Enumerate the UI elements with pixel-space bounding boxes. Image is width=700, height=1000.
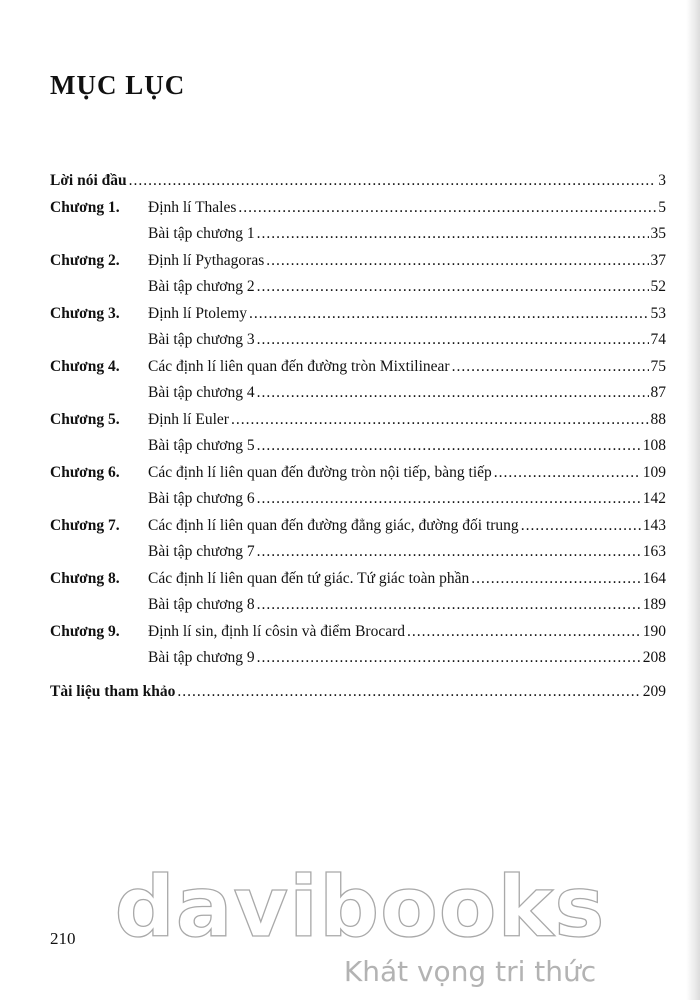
toc-row-chapter[interactable]: [50, 464, 666, 491]
exercise-title: Bài tập chương 9: [148, 649, 255, 666]
toc-page-number: 164: [642, 569, 666, 587]
toc-page-number: 163: [642, 543, 666, 560]
toc-page-number: 108: [642, 437, 666, 454]
chapter-label: Chương 1.: [50, 198, 120, 216]
dot-leader: [257, 490, 641, 508]
toc-row-chapter[interactable]: [50, 358, 666, 385]
dot-leader: [177, 683, 640, 701]
toc-page-number: 190: [642, 622, 666, 640]
chapter-label: Chương 2.: [50, 251, 120, 269]
toc-row-chapter[interactable]: [50, 517, 666, 544]
exercise-title: Bài tập chương 3: [148, 331, 255, 348]
toc-row-exercise[interactable]: [50, 278, 666, 305]
toc-page-number: 143: [642, 516, 666, 534]
exercise-title: Bài tập chương 6: [148, 490, 255, 507]
exercise-title: Bài tập chương 8: [148, 596, 255, 613]
toc-row-preface[interactable]: [50, 172, 666, 199]
chapter-label: Chương 3.: [50, 304, 120, 322]
toc-chapters: [50, 199, 666, 676]
watermark-slogan: Khát vọng tri thức: [343, 955, 597, 988]
chapter-title: Các định lí liên quan đến đường đẳng giác, đường đối trung: [148, 516, 519, 534]
dot-leader: [452, 358, 649, 376]
dot-leader: [257, 225, 649, 243]
toc-page-number: 142: [642, 490, 666, 507]
chapter-title: Định lí Euler: [148, 410, 229, 428]
page-number: 210: [50, 929, 76, 948]
dot-leader: [231, 411, 649, 429]
dot-leader: [471, 570, 640, 588]
dot-leader: [494, 464, 641, 482]
toc-page-number: 209: [642, 682, 666, 700]
dot-leader: [129, 172, 657, 190]
exercise-title: Bài tập chương 1: [148, 225, 255, 242]
dot-leader: [257, 384, 649, 402]
toc-row-chapter[interactable]: [50, 199, 666, 226]
dot-leader: [407, 623, 641, 641]
toc-page-number: 3: [658, 172, 666, 189]
toc-page-number: 189: [642, 596, 666, 613]
table-of-contents: [50, 172, 666, 709]
toc-row-exercise[interactable]: [50, 596, 666, 623]
dot-leader: [257, 437, 641, 455]
toc-page-number: 75: [650, 357, 666, 375]
toc-row-chapter[interactable]: [50, 305, 666, 332]
toc-row-chapter[interactable]: [50, 252, 666, 279]
dot-leader: [238, 199, 656, 217]
toc-row-exercise[interactable]: [50, 649, 666, 676]
chapter-title: Định lí Thales: [148, 198, 237, 216]
chapter-label: Chương 6.: [50, 463, 120, 481]
dot-leader: [257, 649, 641, 667]
toc-page-number: 35: [650, 225, 666, 242]
toc-page-number: 53: [650, 304, 666, 322]
toc-row-exercise[interactable]: [50, 331, 666, 358]
exercise-title: Bài tập chương 7: [148, 543, 255, 560]
exercise-title: Bài tập chương 5: [148, 437, 255, 454]
toc-references-label: Tài liệu tham khảo: [50, 682, 176, 700]
dot-leader: [266, 252, 648, 270]
toc-preface-label: Lời nói đầu: [50, 172, 127, 189]
dot-leader: [521, 517, 641, 535]
exercise-title: Bài tập chương 4: [148, 384, 255, 401]
toc-page-number: 88: [650, 410, 666, 428]
toc-page-number: 109: [642, 463, 666, 481]
toc-page-number: 87: [650, 384, 666, 401]
toc-page-number: 208: [642, 649, 666, 666]
toc-page-number: 74: [650, 331, 666, 348]
toc-row-chapter[interactable]: [50, 570, 666, 597]
dot-leader: [257, 331, 649, 349]
dot-leader: [249, 305, 648, 323]
chapter-title: Định lí Pythagoras: [148, 251, 265, 269]
dot-leader: [257, 596, 641, 614]
watermark-brand: davibooks: [114, 858, 606, 956]
toc-row-exercise[interactable]: [50, 384, 666, 411]
toc-row-exercise[interactable]: [50, 543, 666, 570]
chapter-label: Chương 5.: [50, 410, 120, 428]
chapter-title: Các định lí liên quan đến tứ giác. Tứ giác toàn phần: [148, 569, 470, 587]
chapter-title: Các định lí liên quan đến đường tròn Mixtilinear: [148, 357, 450, 375]
chapter-title: Định lí Ptolemy: [148, 304, 248, 322]
chapter-label: Chương 4.: [50, 357, 120, 375]
chapter-label: Chương 8.: [50, 569, 120, 587]
toc-row-chapter[interactable]: [50, 411, 666, 438]
toc-row-references[interactable]: [50, 683, 666, 710]
page-edge-shadow: [686, 0, 700, 1000]
chapter-label: Chương 7.: [50, 516, 120, 534]
dot-leader: [257, 543, 641, 561]
chapter-title: Các định lí liên quan đến đường tròn nội tiếp, bàng tiếp: [148, 463, 492, 481]
dot-leader: [257, 278, 649, 296]
toc-row-exercise[interactable]: [50, 490, 666, 517]
toc-page-number: 37: [650, 251, 666, 269]
toc-row-exercise[interactable]: [50, 437, 666, 464]
toc-page-number: 52: [650, 278, 666, 295]
toc-row-chapter[interactable]: [50, 623, 666, 650]
exercise-title: Bài tập chương 2: [148, 278, 255, 295]
chapter-title: Định lí sin, định lí côsin và điểm Brocard: [148, 622, 406, 640]
toc-page-number: 5: [658, 198, 666, 216]
toc-row-exercise[interactable]: [50, 225, 666, 252]
page-title: MỤC LỤC: [50, 70, 186, 100]
chapter-label: Chương 9.: [50, 622, 120, 640]
